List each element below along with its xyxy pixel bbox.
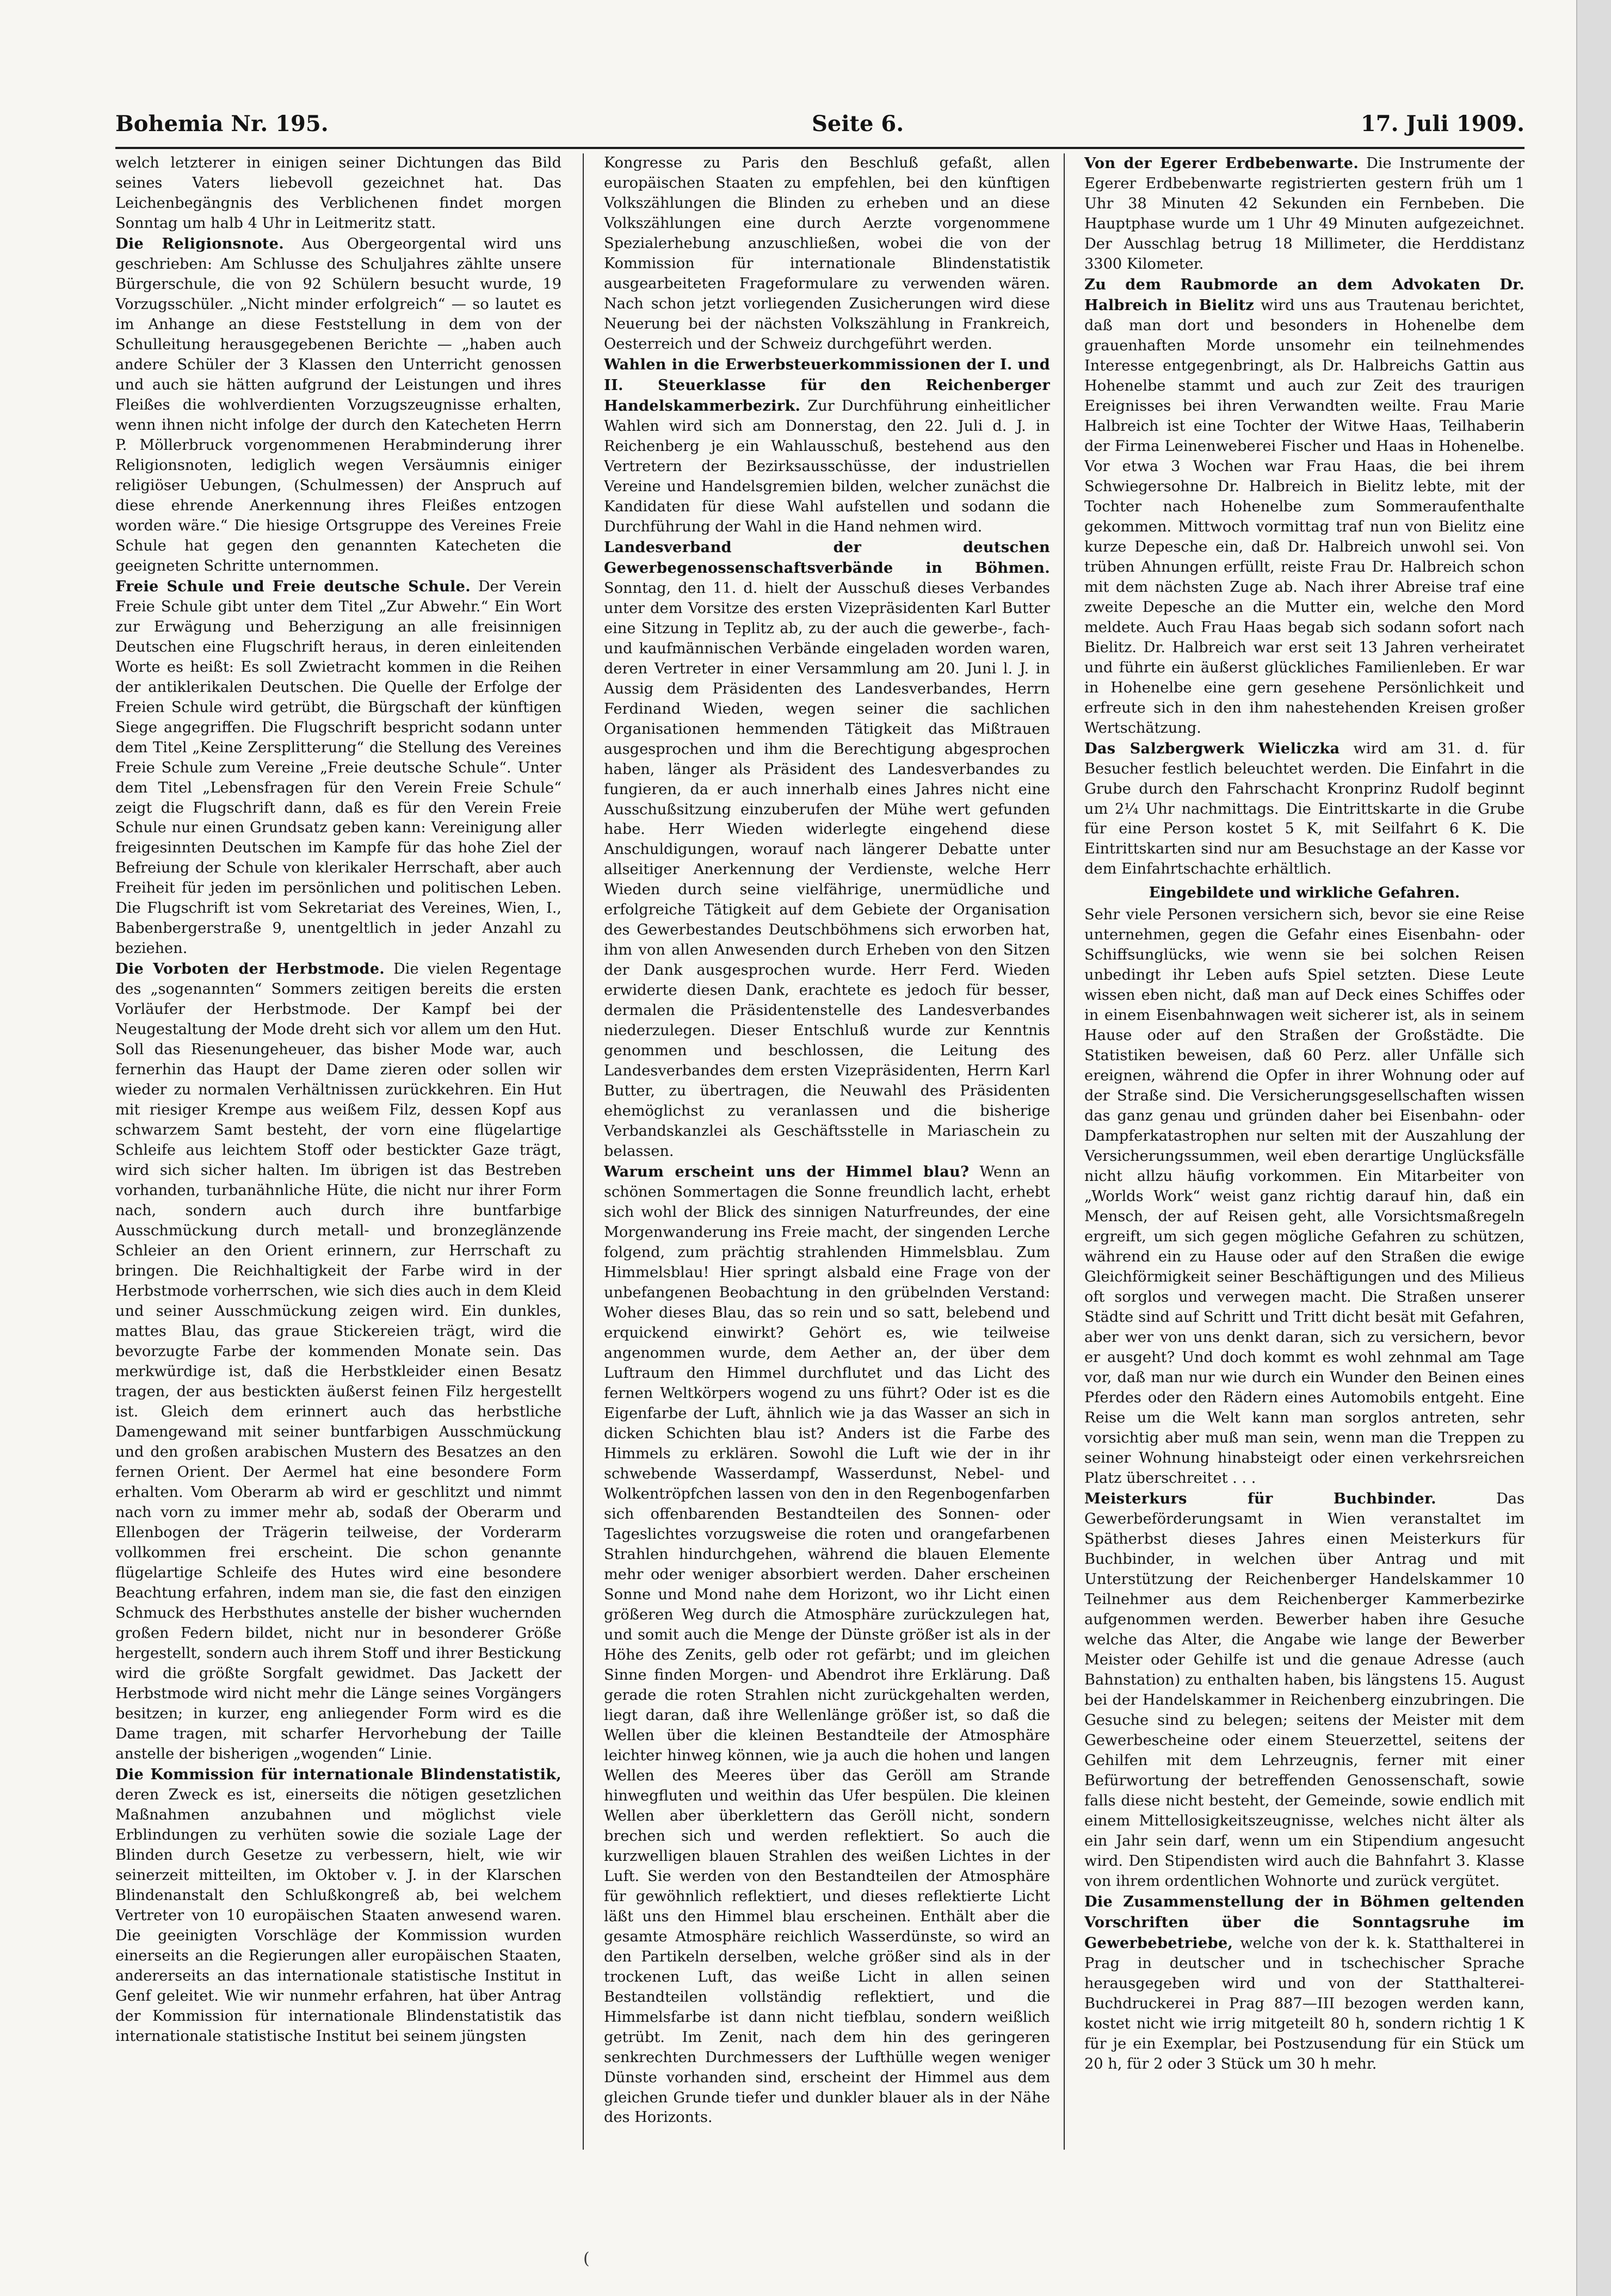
article-headline: Von der Egerer Erdbebenwarte. (1084, 154, 1359, 172)
header-rule (115, 147, 1524, 149)
article (1084, 275, 1524, 739)
article-body: welche von der k. k. Statthalterei in Prag in deutscher und in tschechischer Sprache herausgegeben wird und von der Statthalterei-Buchdruckerei in Prag 887—III bezogen werden kann, kostet nicht wie irrig mitgeteilt 80 h, sondern richtig 1 K für je ein Exemplar, bei Postzusendung für ein Stück um 20 h, für 2 oder 3 Stück um 30 h mehr. (1084, 1934, 1524, 2072)
article (1084, 883, 1524, 1489)
article-body: Die vielen Regentage des „sogenannten“ Sommers zeitigen bereits die ersten Vorläufer der Herbstmode. Der Kampf bei der Neugestaltung der Mode dreht sich vor allem um den Hut. Soll das Riesenungeheuer, das bisher Mode war, auch fernerhin das Haupt der Dame zieren oder sollen wir wieder zu normalen Verhältnissen zurückkehren. Ein Hut mit riesiger Krempe aus weißem Filz, dessen Kopf aus schwarzem Samt besteht, der vorn eine flügelartige Schleife aus leichtem Stoff oder bestickter Gaze trägt, wird sich sicher halten. Im übrigen ist das Bestreben vorhanden, turbanähnliche Hüte, die nicht nur ihrer Form nach, sondern auch durch ihre buntfarbige Ausschmückung durch metall- und bronzeglänzende Schleier an den Orient erinnern, zur Herrschaft zu bringen. Die Reichhaltigkeit der Farbe wird in der Herbstmode vorherrschen, wie sich dies auch in dem Kleid und seiner Ausschmückung zeigen wird. Ein dunkles, mattes Blau, das graue Stickereien trägt, wird die bevorzugte Farbe der kommenden Monate sein. Das merkwürdige ist, daß die Herbstkleider einen Besatz tragen, der aus bestickten äußerst feinen Filz hergestellt ist. Gleich dem erinnert auch das herbstliche Damengewand mit seiner buntfarbigen Ausschmückung und den großen arabischen Mustern des Besatzes an den fernen Orient. Der Aermel hat eine besondere Form erhalten. Vom Oberarm ab wird er geschlitzt und nimmt nach vorn zu immer mehr ab, sodaß der Oberarm und Ellenbogen der Trägerin teilweise, der Vorderarm vollkommen frei erscheint. Die schon genannte flügelartige Schleife des Hutes wird eine besondere Beachtung erfahren, indem man sie, die fast den einzigen Schmuck des Herbsthutes anstelle der bisher wuchernden großen Federn bildet, nicht nur in besonderer Größe hergestellt, sondern auch ihrem Stoff und ihrer Bestickung wird die größte Sorgfalt gewidmet. Das Jackett der Herbstmode wird nicht mehr die Länge seines Vorgängers besitzen; in kurzer, eng anliegender Form wird es die Dame tragen, mit scharfer Hervorhebung der Taille anstelle der bisherigen „wogenden“ Linie. (115, 961, 561, 1762)
column-2 (604, 153, 1050, 2150)
article-body: Sonntag, den 11. d. hielt der Ausschuß dieses Verbandes unter dem Vorsitze des ersten Vizepräsidenten Karl Butter eine Sitzung in Teplitz ab, zu der auch die gewerbe-, fach- und kaufmännischen Verbände eingeladen worden waren, deren Vertreter in einer Versammlung am 20. Juni l. J. in Aussig dem Präsidenten des Landesverbandes, Herrn Ferdinand Wieden, wegen seiner die sachlichen Organisationen hemmenden Tätigkeit das Mißtrauen ausgesprochen und ihm die Berechtigung abgesprochen haben, länger als Präsident des Landesverbandes zu fungieren, da er auch innerhalb eines Jahres nicht eine Ausschußsitzung einzuberufen der Mühe wert gefunden habe. Herr Wieden widerlegte eingehend diese Anschuldigungen, worauf nach längerer Debatte unter allseitiger Anerkennung der Verdienste, welche Herr Wieden durch seine vielfährige, unermüdliche und erfolgreiche Tätigkeit auf dem Gebiete der Organisation des Gewerbestandes Deutschböhmens sich erworben hat, ihm von allen Anwesenden durch Erheben von den Sitzen der Dank ausgesprochen wurde. Herr Ferd. Wieden erwiderte diesen Dank, erachtete es jedoch für besser, dermalen die Präsidentenstelle des Landesverbandes niederzulegen. Dieser Entschluß wurde zur Kenntnis genommen und beschlossen, die Leitung des Landesverbandes dem ersten Vizepräsidenten, Herrn Karl Butter, zu übertragen, die Neuwahl des Präsidenten ehemöglichst zu veranlassen und die bisherige Verbandskanzlei als Geschäftsstelle in Mariaschein zu belassen. (604, 579, 1050, 1160)
article-body: wird uns aus Trautenau berichtet, daß man dort und besonders in Hohenelbe dem grauenhaften Morde unsomehr ein teilnehmendes Interesse entgegenbringt, als Dr. Halbreichs Gattin aus Hohenelbe stammt und auch zur Zeit des traurigen Ereignisses bei ihren Verwandten weilte. Frau Marie Halbreich ist eine Tochter der Witwe Haas, Teilhaberin der Firma Leinenweberei Fischer und Haas in Hohenelbe. Vor etwa 3 Wochen war Frau Haas, die bei ihrem Schwiegersohne Dr. Halbreich in Bielitz lebte, mit der Tochter nach Hohenelbe zum Sommeraufenthalte gekommen. Mittwoch vormittag traf nun von Bielitz eine kurze Depesche ein, daß Dr. Halbreich unwohl sei. Von trüben Ahnungen erfüllt, reiste Frau Dr. Halbreich schon mit dem nächsten Zuge ab. Nach ihrer Abreise traf eine zweite Depesche an die Mutter ein, welche den Mord meldete. Auch Frau Haas begab sich sodann sofort nach Bielitz. Dr. Halbreich war erst seit 13 Jahren verheiratet und führte ein äußerst glückliches Familienleben. Er war in Hohenelbe eine gern gesehene Persönlichkeit und erfreute sich in den ihm nahestehenden Kreisen großer Wertschätzung. (1084, 296, 1524, 737)
column-1 (115, 153, 561, 2150)
page-header (115, 107, 1524, 145)
article-headline: Die Zusammenstellung der in Böhmen geltenden Vorschriften über die Sonntagsruhe im Gewerbebetriebe, (1084, 1892, 1524, 1952)
article (115, 959, 561, 1764)
header-masthead: Bohemia Nr. 195. (115, 111, 329, 137)
header-date: 17. Juli 1909. (1360, 111, 1524, 137)
article-body: Aus Obergeorgental wird uns geschrieben: Am Schlusse des Schuljahres zählte unsere Bürgerschule, die von 92 Schülern besucht wurde, 19 Vorzugsschüler. „Nicht minder erfolgreich“ — so lautet es im Anhange an diese Feststellung in dem von der Schulleitung herausgegebenen Berichte — „haben auch andere Schüler der 3 Klassen den Unterricht genossen und auch sie hätten aufgrund der Leistungen und ihres Fleißes die wohlverdienten Vorzugszeugnisse erhalten, wenn ihnen nicht infolge der durch den Katecheten Herrn P. Möllerbruck vorgenommenen Herabminderung ihrer Religionsnoten, lediglich wegen Versäumnis einiger religiöser Uebungen, (Schulmessen) der Anspruch auf diese ehrende Anerkennung ihres Fleißes entzogen worden wäre.“ Die hiesige Ortsgruppe des Vereines Freie Schule hat gegen den genannten Katecheten die geeigneten Schritte unternommen. (115, 235, 561, 574)
column-divider (583, 153, 584, 2150)
article-headline: Freie Schule und Freie deutsche Schule. (115, 577, 471, 595)
article (115, 153, 561, 234)
article (604, 153, 1050, 355)
article-body: Kongresse zu Paris den Beschluß gefaßt, allen europäischen Staaten zu empfehlen, bei den künftigen Volkszählungen die Blinden zu erheben und an diese Volkszählungen eine durch Aerzte vorgenommene Spezialerhebung anzuschließen, wobei die von der Kommission für internationale Blindenstatistik ausgearbeiteten Frageformulare zu verwenden wären. Nach schon jetzt vorliegenden Zusicherungen wird diese Neuerung bei der nächsten Volkszählung in Frankreich, Oesterreich und der Schweiz durchgeführt werden. (604, 154, 1050, 352)
article-body: wird am 31. d. für Besucher festlich beleuchtet werden. Die Einfahrt in die Grube durch den Fahrschacht Kronprinz Rudolf beginnt um 2¼ Uhr nachmittags. Die Eintrittskarte in die Grube für eine Person kostet 5 K, mit Seilfahrt 6 K. Die Eintrittskarten sind nur am Besuchstage an der Kasse vor dem Einfahrtschachte erhältlich. (1084, 740, 1524, 878)
article-body: Die Instrumente der Egerer Erdbebenwarte registrierten gestern früh um 1 Uhr 38 Minuten 42 Sekunden ein Fernbeben. Die Hauptphase wurde um 1 Uhr 49 Minuten aufgezeichnet. Der Ausschlag betrug 18 Millimeter, die Herddistanz 3300 Kilometer. (1084, 155, 1524, 273)
article-body: Das Gewerbeförderungsamt in Wien veranstaltet im Spätherbst dieses Jahres einen Meisterkurs für Buchbinder, in welchen über Antrag und mit Unterstützung der Reichenberger Handelskammer 10 Teilnehmer aus dem Reichenberger Kammerbezirke aufgenommen werden. Bewerber haben ihre Gesuche welche das Alter, die Angabe wie lange der Bewerber Meister oder Gehilfe ist und die genaue Adresse (auch Bahnstation) zu enthalten haben, bis längstens 15. August bei der Handelskammer in Reichenberg einzubringen. Die Gesuche sind zu belegen; seitens der Meister mit dem Gewerbescheine oder einem Steuerzettel, seitens der Gehilfen mit dem Lehrzeugnis, ferner mit einer Befürwortung der betreffenden Genossenschaft, sowie falls diese nicht besteht, der Gemeinde, sowie endlich mit einem Mittellosigkeitszeugnisse, welches nicht älter als ein Jahr sein darf, wenn um ein Stipendium angesucht wird. Den Stipendisten wird auch die Bahnfahrt 3. Klasse von ihrem ordentlichen Wohnorte und zurück vergütet. (1084, 1490, 1524, 1890)
article-headline: Wahlen in die Erwerbsteuerkommissionen der I. und II. Steuerklasse für den Reichenberger Handelskammerbezirk. (604, 355, 1050, 414)
article-body: Sehr viele Personen versichern sich, bevor sie eine Reise unternehmen, gegen die Gefahr eines Eisenbahn- oder Schiffsunglücks, wie wenn sie bei solchen Reisen unbedingt ihr Leben aufs Spiel setzten. Diese Leute wissen eben nicht, daß man auf Deck eines Schiffes oder in einem Eisenbahnwagen weit sicherer ist, als in seinem Hause oder auf den Straßen der Großstädte. Die Statistiken beweisen, daß 60 Perz. aller Unfälle sich ereignen, während die Opfer in ihrer Wohnung oder auf der Straße sind. Die Versicherungsgesellschaften wissen das ganz genau und gründen daher bei Eisenbahn- oder Dampferkatastrophen nur selten mit der Auszahlung der Versicherungssummen, weil eben derartige Unglücksfälle nicht allzu häufig vorkommen. Ein Mitarbeiter von „Worlds Work“ weist ganz richtig darauf hin, daß ein Mensch, der auf Reisen geht, alle Vorsichtsmaßregeln ergreift, um sich gegen mögliche Gefahren zu schützen, während ein zu Hause oder auf den Straßen die ewige Gleichförmigkeit seiner Beschäftigungen und des Milieus oft sorglos und verwegen macht. Die Straßen unserer Städte sind auf Schritt und Tritt dicht besät mit Gefahren, aber wer von uns denkt daran, sich zu versichern, bevor er ausgeht? Und doch kommt es wohl zehnmal am Tage vor, daß man nur wie durch ein Wunder den Beinen eines Pferdes oder den Rädern eines Automobils entgeht. Eine Reise um die Welt kann man sorglos antreten, sehr vorsichtig aber muß man sein, wenn man die Treppen zu seiner Wohnung hinabsteigt oder einen verkehrsreichen Platz überschreitet . . . (1084, 906, 1524, 1487)
article-headline: Die Religionsnote. (115, 234, 285, 252)
footer-mark: ( (583, 2249, 590, 2268)
article-headline: Landesverband der deutschen Gewerbegenossenschaftsverbände in Böhmen. (604, 538, 1050, 577)
article-headline: Die Kommission für internationale Blindenstatistik, (115, 1765, 561, 1783)
article-body: Wenn an schönen Sommertagen die Sonne freundlich lacht, erhebt sich wohl der Blick des sinnigen Naturfreundes, der eine Morgenwanderung ins Freie macht, der singenden Lerche folgend, zum prächtig strahlenden Himmelsblau. Zum Himmelsblau! Hier springt alsbald eine Frage von der unbefangenen Beobachtung in den grübelnden Verstand: Woher dieses Blau, das so rein und so satt, belebend und erquickend einwirkt? Gehört es, wie teilweise angenommen wurde, dem Aether an, der über dem Luftraum den Himmel durchflutet und das Licht des fernen Weltkörpers wogend zu uns führt? Oder ist es die Eigenfarbe der Luft, ähnlich wie ja das Wasser an sich in dicken Schichten blau ist? Anders ist die Farbe des Himmels zu erklären. Sowohl die Luft wie der in ihr schwebende Wasserdampf, Wasserdunst, Nebel- und Wolkentröpfchen lassen von den in den Regenbogenfarben sich offenbarenden Bestandteilen des Sonnen- oder Tageslichtes vorzugsweise die roten und orangefarbenen Strahlen hindurchgehen, während die blauen Elemente mehr oder weniger absorbiert werden. Daher erscheinen Sonne und Mond nahe dem Horizont, wo ihr Licht einen größeren Weg durch die Atmosphäre zurückzulegen hat, und somit auch die Menge der Dünste größer ist als in der Höhe des Zenits, gelb oder rot gefärbt; und im gleichen Sinne finden Morgen- und Abendrot ihre Erklärung. Daß gerade die roten Strahlen nicht zurückgehalten werden, liegt daran, daß ihre Wellenlänge größer ist, so daß die Wellen über die kleinen Bestandteile der Atmosphäre leichter hinweg können, wie ja auch die hohen und langen Wellen des Meeres über das Geröll am Strande hinwegfluten und weithin das Ufer bespülen. Die kleinen Wellen aber überklettern das Geröll nicht, sondern brechen sich und werden reflektiert. So auch die kurzwelligen blauen Strahlen des weißen Lichtes in der Luft. Sie werden von den Bestandteilen der Atmosphäre für gewöhnlich reflektiert, und dieses reflektierte Licht läßt uns den Himmel blau erscheinen. Enthält aber die gesamte Atmosphäre reichlich Wasserdünste, so wird an den Partikeln derselben, welche größer sind als in der trockenen Luft, das weiße Licht in allen seinen Bestandteilen vollständig reflektiert, und die Himmelsfarbe ist dann nicht tiefblau, sondern weißlich getrübt. Im Zenit, nach dem hin des geringeren senkrechten Durchmessers der Lufthülle wegen weniger Dünste vorhanden sind, erscheint der Himmel aus dem gleichen Grunde tiefer und dunkler blauer als in der Nähe des Horizonts. (604, 1164, 1050, 2126)
article (1084, 153, 1524, 275)
scan-edge (1576, 0, 1611, 2296)
column-3 (1084, 153, 1524, 2150)
column-divider (1064, 153, 1065, 2150)
article-headline: Warum erscheint uns der Himmel blau? (604, 1163, 970, 1181)
article (1084, 1892, 1524, 2075)
article (1084, 1489, 1524, 1892)
article-headline: Die Vorboten der Herbstmode. (115, 960, 385, 978)
article (115, 1765, 561, 2047)
article (604, 355, 1050, 537)
article (1084, 739, 1524, 880)
article-body: Der Verein Freie Schule gibt unter dem Titel „Zur Abwehr.“ Ein Wort zur Erwägung und Beherzigung an alle freisinnigen Deutschen eine Flugschrift heraus, in deren einleitenden Worte es heißt: Es soll Zwietracht kommen in die Reihen der antiklerikalen Deutschen. Die Quelle der Erfolge der Freien Schule wird getrübt, die Bürgschaft der künftigen Siege angegriffen. Die Flugschrift bespricht sodann unter dem Titel „Keine Zersplitterung“ die Stellung des Vereines Freie Schule zum Vereine „Freie deutsche Schule“. Unter dem Titel „Lebensfragen für den Verein Freie Schule“ zeigt die Flugschrift dann, daß es für den Verein Freie Schule nur einen Grundsatz geben kann: Vereinigung aller freigesinnten Deutschen im Kampfe für das hohe Ziel der Befreiung der Schule von klerikaler Herrschaft, aber auch Freiheit für jeden im persönlichen und politischen Leben. Die Flugschrift ist vom Sekretariat des Vereines, Wien, I., Babenbergerstraße 9, unentgeltlich in jeder Anzahl zu beziehen. (115, 578, 561, 957)
article (604, 1162, 1050, 2128)
article-headline: Eingebildete und wirkliche Gefahren. (1149, 884, 1460, 902)
article-body: welch letzterer in einigen seiner Dichtungen das Bild seines Vaters liebevoll gezeichnet hat. Das Leichenbegängnis des Verblichenen findet morgen Sonntag um halb 4 Uhr in Leitmeritz statt. (115, 154, 561, 232)
header-page-number: Seite 6. (812, 111, 904, 137)
article-headline: Zu dem Raubmorde an dem Advokaten Dr. Halbreich in Bielitz (1084, 275, 1524, 314)
article (604, 537, 1050, 1162)
article (115, 577, 561, 960)
article-body: Zur Durchführung einheitlicher Wahlen wird sich am Donnerstag, den 22. Juli d. J. in Reichenberg je ein Wahlausschuß, bestehend aus den Vertretern der Bezirksausschüsse, der industriellen Vereine und Handelsgremien bilden, welcher zunächst die Kandidaten für diese Wahl aufstellen und sodann die Durchführung der Wahl in die Hand nehmen wird. (604, 397, 1050, 535)
article (115, 234, 561, 577)
article-headline: Meisterkurs für Buchbinder. (1084, 1489, 1436, 1507)
article-body: deren Zweck es ist, einerseits die nötigen gesetzlichen Maßnahmen anzubahnen und möglichst viele Erblindungen zu verhüten sowie die soziale Lage der Blinden durch Gesetze zu verbessern, hielt, wie wir seinerzeit mitteilten, im Oktober v. J. in der Klarschen Blindenanstalt den Schlußkongreß ab, bei welchem Vertreter von 10 europäischen Staaten anwesend waren. Die geeinigten Vorschläge der Kommission wurden einerseits an die Regierungen aller europäischen Staaten, andererseits an das internationale statistische Institut in Genf geleitet. Wie wir nunmehr erfahren, hat über Antrag der Kommission für internationale Blindenstatistik das internationale statistische Institut bei seinem jüngsten (115, 1786, 561, 2045)
article-headline: Das Salzbergwerk Wieliczka (1084, 739, 1340, 757)
